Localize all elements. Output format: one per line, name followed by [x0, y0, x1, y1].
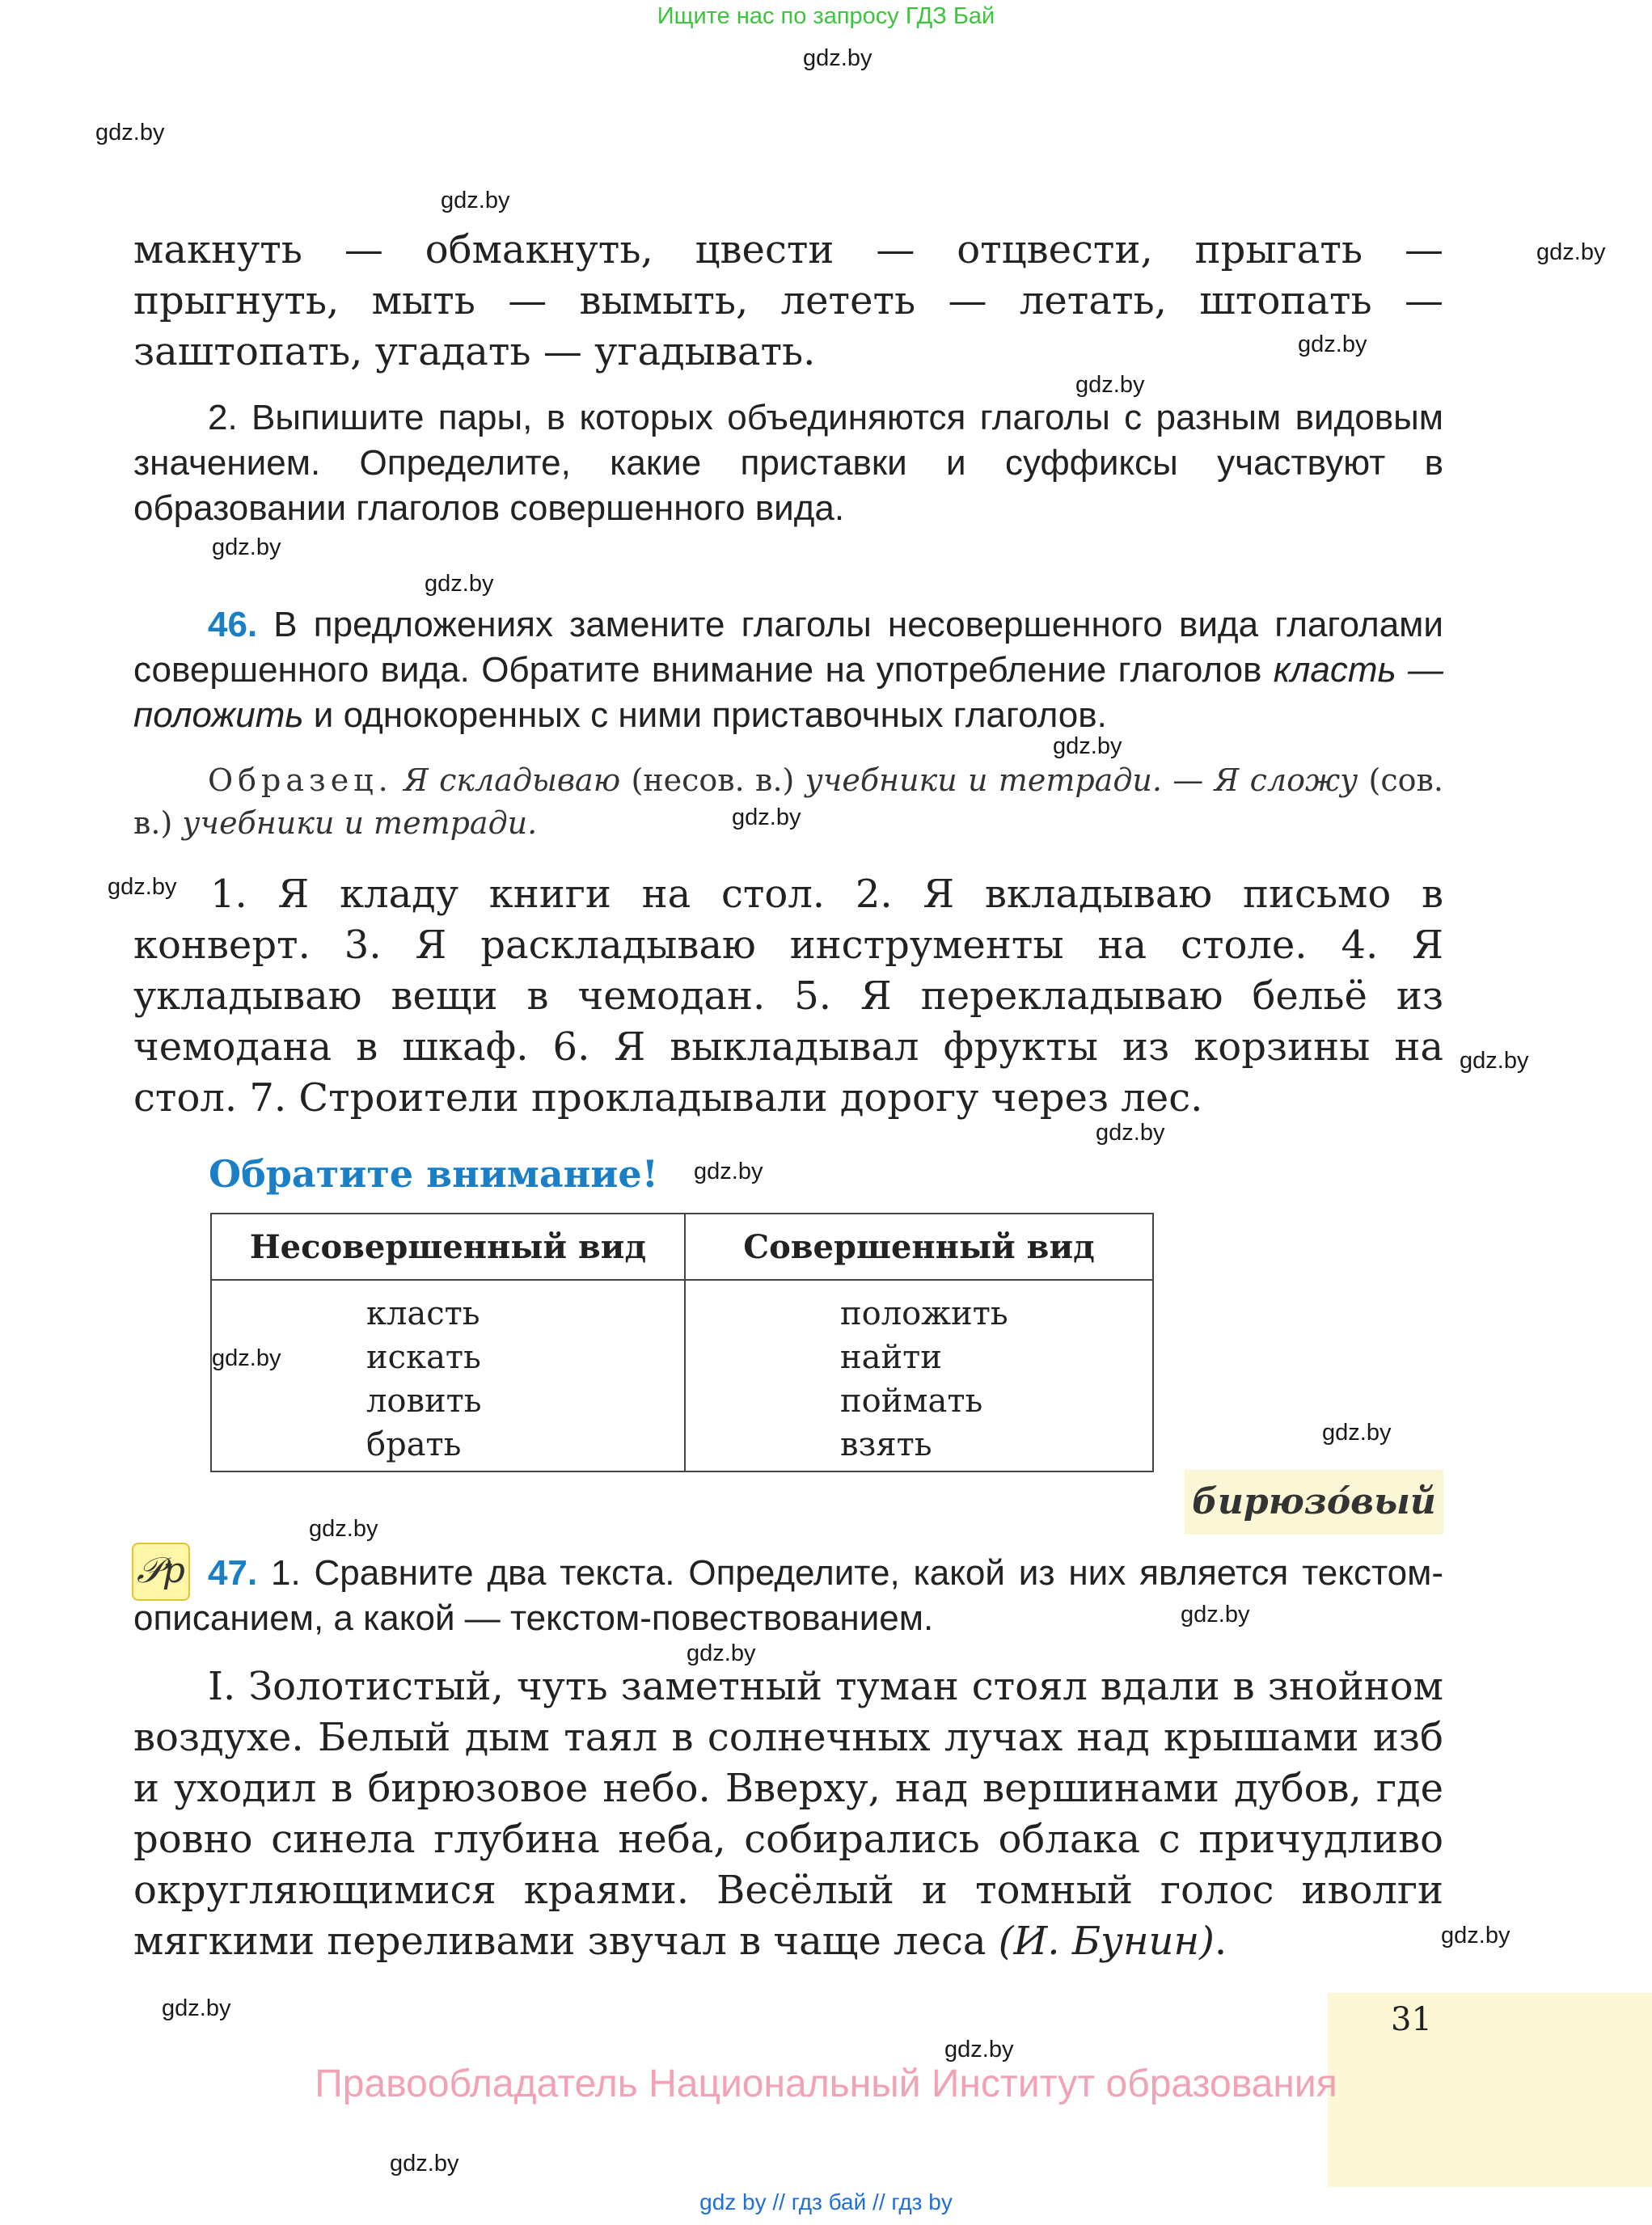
watermark: gdz.by: [212, 1345, 281, 1371]
watermark: gdz.by: [694, 1159, 763, 1184]
exercise-46-sentences: 1. Я кладу книги на стол. 2. Я вкладываю письмо в конверт. 3. Я раскладываю инструменты на столе. 4. Я укладываю вещи в чемодан. 5. Я перекладываю бельё из чемодана в шкаф. 6. Я выкладывал фрукты из корзины на стол. 7. Строители прокладывали дорогу через лес.: [133, 872, 1443, 1121]
exercise-46: [133, 602, 1443, 738]
watermark: gdz.by: [1053, 733, 1122, 759]
exercise-46-sample: [133, 759, 1443, 845]
watermark: gdz.by: [108, 874, 177, 900]
exercise-47-text-1: [133, 1661, 1443, 1967]
imperfective-verb: класть: [366, 1295, 480, 1332]
sample-part-1: Я складываю: [392, 762, 621, 798]
watermark: gdz.by: [1536, 239, 1606, 265]
top-banner: Ищите нас по запросу ГДЗ Бай: [657, 3, 995, 29]
sample-part-4: (сов. в.): [133, 762, 1443, 841]
text-1-author: (И. Бунин): [998, 1919, 1215, 1964]
perfective-verb: найти: [840, 1339, 942, 1376]
watermark: gdz.by: [1181, 1602, 1250, 1628]
exercise-46-text-b: и однокоренных с ними приставочных глаголов.: [303, 695, 1107, 735]
exercise-47-number: 47.: [208, 1553, 258, 1593]
site-header-watermark: gdz.by: [803, 45, 872, 71]
watermark: gdz.by: [1075, 372, 1145, 398]
watermark: gdz.by: [1460, 1048, 1529, 1074]
speech-development-icon: 𝒫р: [132, 1543, 190, 1601]
watermark: gdz.by: [212, 534, 281, 560]
continuation-paragraph: макнуть — обмакнуть, цвести — отцвести, прыгать — прыгнуть, мыть — вымыть, лететь — летать, штопать — заштопать, угадать — угадывать.: [133, 227, 1443, 374]
watermark: gdz.by: [944, 2037, 1014, 2062]
imperfective-verb: ловить: [366, 1383, 482, 1420]
watermark: gdz.by: [309, 1516, 378, 1542]
perfective-cell: [685, 1280, 1153, 1471]
page-number: 31: [1391, 2001, 1432, 2038]
sample-part-2: (несов. в.): [620, 762, 805, 798]
imperfective-verb: брать: [366, 1426, 462, 1463]
imperfective-cell: [211, 1280, 685, 1471]
bottom-links[interactable]: gdz by // гдз бай // гдз by: [699, 2189, 953, 2214]
watermark: gdz.by: [441, 188, 510, 213]
aspect-table: [210, 1213, 1154, 1472]
perfective-verb: поймать: [840, 1383, 983, 1420]
attention-title: Обратите внимание!: [209, 1152, 658, 1196]
rights-holder: Правообладатель Национальный Институт образования: [315, 2062, 1337, 2105]
perfective-verb: положить: [840, 1295, 1008, 1332]
watermark: gdz.by: [390, 2151, 459, 2176]
watermark: gdz.by: [162, 1995, 231, 2021]
perfective-header: Совершенный вид: [685, 1214, 1153, 1280]
watermark: gdz.by: [1096, 1120, 1165, 1146]
vocabulary-word: бирюзо́вый: [1185, 1470, 1443, 1535]
sample-part-5: учебники и тетради.: [182, 805, 538, 841]
text-1-end: .: [1214, 1919, 1227, 1964]
watermark: gdz.by: [1298, 331, 1367, 357]
watermark: gdz.by: [687, 1640, 756, 1666]
exercise-47-task: [133, 1551, 1443, 1641]
imperfective-verb: искать: [366, 1339, 481, 1376]
watermark: gdz.by: [425, 571, 494, 597]
sample-label: Образец.: [208, 762, 393, 798]
exercise-47-task-text: 1. Сравните два текста. Определите, какой из них является текстом-описанием, а какой — текстом-повествованием.: [133, 1553, 1443, 1638]
imperfective-header: Несовершенный вид: [211, 1214, 685, 1280]
text-1-body: I. Золотистый, чуть заметный туман стоял вдали в знойном воздухе. Белый дым таял в солнечных лучах над крышами изб и уходил в бирюзовое небо. Вверху, над вершинами дубов, где ровно синела глубина неба, собирались облака с причудливо округляющимися краями. Весёлый и томный голос иволги мягкими переливами звучал в чаще леса: [133, 1664, 1443, 1964]
task-2-text: 2. Выпишите пары, в которых объединяются глаголы с разным видовым значением. Определите, какие приставки и суффиксы участвуют в образовании глаголов совершенного вида.: [133, 398, 1443, 528]
exercise-46-number: 46.: [208, 605, 258, 644]
watermark: gdz.by: [1322, 1420, 1392, 1446]
watermark: gdz.by: [1441, 1923, 1510, 1948]
watermark: gdz.by: [732, 804, 801, 830]
watermark: gdz.by: [95, 120, 165, 146]
perfective-verb: взять: [840, 1426, 932, 1463]
sample-part-3: учебники и тетради. — Я сложу: [805, 762, 1358, 798]
exercise-46-italic: класть — положить: [133, 650, 1443, 735]
exercise-46-text-a: В предложениях замените глаголы несовершенного вида глаголами совершенного вида. Обратите внимание на употребление глаголов: [133, 605, 1443, 690]
